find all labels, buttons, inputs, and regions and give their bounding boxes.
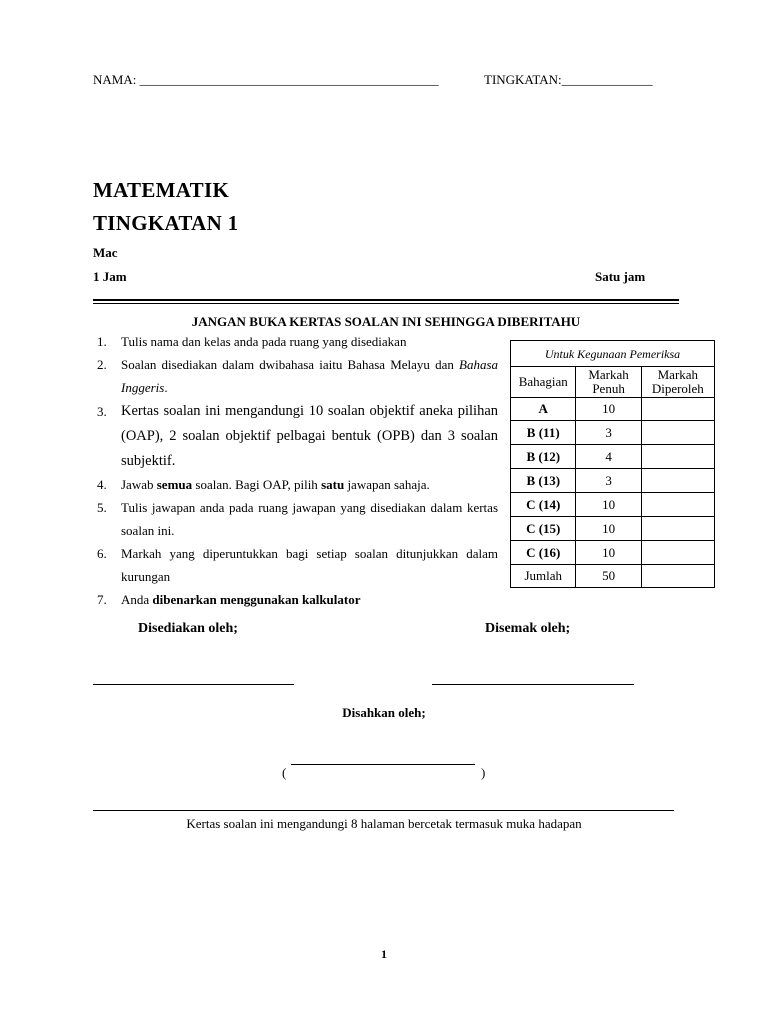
section-cell: B (13) [511,469,576,493]
obtained-marks-cell[interactable] [641,421,714,445]
obtained-marks-cell[interactable] [641,541,714,565]
approved-by-label: Disahkan oleh; [342,705,426,720]
table-row [511,421,715,445]
full-marks-cell: 10 [576,541,641,565]
name-paren-open: ( [282,765,287,780]
col-header-full-marks: Markah Penuh [576,367,641,398]
instruction-item [93,353,498,399]
full-marks-cell: 4 [576,445,641,469]
instruction-number: 6. [97,546,107,561]
form-title: TINGKATAN 1 [93,211,239,235]
instruction-item [93,496,498,542]
instruction-italic: Bahasa Inggeris [121,357,499,395]
col-header-marks-obtained: Markah Diperoleh [641,367,714,398]
instruction-text: Jawab semua soalan. Bagi OAP, pilih satu jawapan sahaja. [121,477,430,492]
instruction-item [93,588,498,611]
instruction-number: 7. [97,592,107,607]
section-cell: B (11) [511,421,576,445]
total-marks-cell: 50 [576,565,641,588]
table-row [511,445,715,469]
exam-month: Mac [93,245,118,260]
name-paren-close: ) [481,765,486,780]
prepared-by-label: Disediakan oleh; [138,621,238,636]
instructions-list [93,331,498,611]
total-label-cell: Jumlah [511,565,576,588]
bold-word-all: semua [156,477,193,492]
instruction-number: 1. [97,334,107,349]
obtained-marks-cell[interactable] [641,493,714,517]
reviewed-by-label: Disemak oleh; [485,621,571,636]
full-marks-cell: 10 [576,398,641,421]
obtained-marks-cell[interactable] [641,445,714,469]
col-header-section: Bahagian [511,367,576,398]
prepared-signature-line [93,684,294,685]
table-row [511,398,715,421]
instruction-text: Kertas soalan ini mengandungi 10 soalan objektif aneka pilihan (OAP), 2 soalan objektif pelbagai bentuk (OPB) dan 3 soalan subjektif. [121,403,498,469]
footer-rule [93,810,674,811]
instruction-item [93,331,498,353]
double-rule-top [93,299,679,301]
total-obtained-cell[interactable] [641,565,714,588]
section-cell: B (12) [511,445,576,469]
instruction-number: 2. [97,357,107,372]
table-row [511,541,715,565]
instruction-item [93,399,498,474]
obtained-marks-cell[interactable] [641,517,714,541]
instruction-text: Markah yang diperuntukkan bagi setiap soalan ditunjukkan dalam kurungan [121,546,498,584]
reviewed-signature-line [432,684,634,685]
examiner-table-caption: Untuk Kegunaan Pemeriksa [511,341,715,367]
examiner-table [510,340,715,588]
instruction-text: Soalan disediakan dalam dwibahasa iaitu Bahasa Melayu dan Bahasa Inggeris. [121,357,499,395]
instruction-number: 5. [97,500,107,515]
name-field-label: NAMA: ______________________________________________ [93,72,439,87]
duration-words: Satu jam [595,269,646,284]
subject-title: MATEMATIK [93,178,230,202]
page-count-note: Kertas soalan ini mengandungi 8 halaman bercetak termasuk muka hadapan [186,816,582,831]
instruction-text: Anda dibenarkan menggunakan kalkulator [121,592,361,607]
obtained-marks-cell[interactable] [641,398,714,421]
section-cell: A [511,398,576,421]
table-row [511,469,715,493]
table-row-total [511,565,715,588]
obtained-marks-cell[interactable] [641,469,714,493]
approved-signature-line [291,764,475,765]
table-row [511,493,715,517]
section-cell: C (15) [511,517,576,541]
instruction-text: Tulis nama dan kelas anda pada ruang yang disediakan [121,334,407,349]
instruction-item [93,542,498,588]
full-marks-cell: 10 [576,517,641,541]
double-rule-bottom [93,303,679,304]
bold-word-one: satu [321,477,345,492]
warning-heading: JANGAN BUKA KERTAS SOALAN INI SEHINGGA DIBERITAHU [191,314,581,329]
full-marks-cell: 3 [576,469,641,493]
table-row [511,517,715,541]
full-marks-cell: 3 [576,421,641,445]
instruction-text: Tulis jawapan anda pada ruang jawapan yang disediakan dalam kertas soalan ini. [121,500,498,538]
form-field-label: TINGKATAN:______________ [484,72,653,87]
section-cell: C (14) [511,493,576,517]
page-number: 1 [381,947,387,961]
calculator-permission: dibenarkan menggunakan kalkulator [152,592,361,607]
instruction-number: 3. [97,404,107,419]
duration-numeric: 1 Jam [93,269,127,284]
full-marks-cell: 10 [576,493,641,517]
instruction-number: 4. [97,477,107,492]
section-cell: C (16) [511,541,576,565]
instruction-item [93,474,498,496]
